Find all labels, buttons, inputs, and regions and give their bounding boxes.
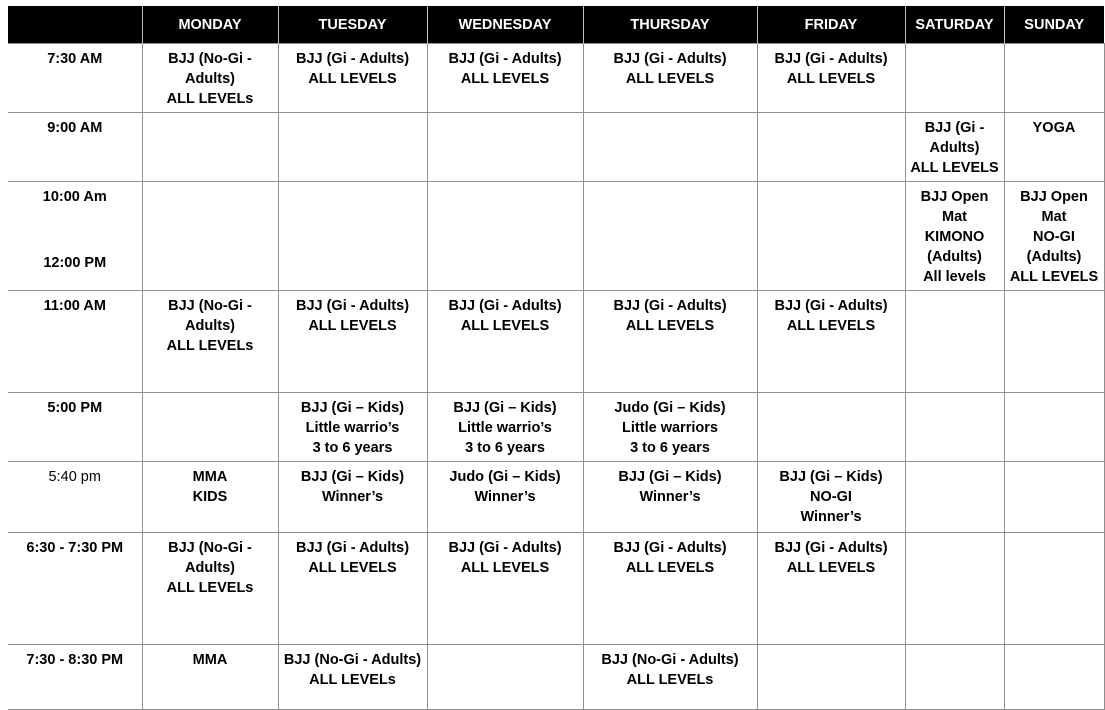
class-cell-sunday <box>1004 44 1104 113</box>
class-cell-monday: MMA KIDS <box>142 462 278 533</box>
class-cell-thursday: BJJ (Gi - Adults) ALL LEVELS <box>583 291 757 393</box>
class-cell-tuesday: BJJ (Gi - Adults) ALL LEVELS <box>278 291 427 393</box>
class-cell-tuesday: BJJ (Gi - Adults) ALL LEVELS <box>278 533 427 645</box>
class-cell-sunday: YOGA <box>1004 113 1104 182</box>
class-cell-monday <box>142 113 278 182</box>
class-cell-monday: BJJ (No-Gi - Adults) ALL LEVELs <box>142 44 278 113</box>
class-cell-saturday <box>905 533 1004 645</box>
class-cell-sunday <box>1004 533 1104 645</box>
class-cell-tuesday: BJJ (Gi - Adults) ALL LEVELS <box>278 44 427 113</box>
class-cell-friday <box>757 182 905 291</box>
class-cell-sunday <box>1004 291 1104 393</box>
class-cell-tuesday <box>278 182 427 291</box>
class-cell-tuesday: BJJ (Gi – Kids) Little warrio’s 3 to 6 years <box>278 393 427 462</box>
class-cell-wednesday: Judo (Gi – Kids) Winner’s <box>427 462 583 533</box>
class-cell-wednesday: BJJ (Gi – Kids) Little warrio’s 3 to 6 years <box>427 393 583 462</box>
table-row <box>8 645 1104 710</box>
class-cell-wednesday: BJJ (Gi - Adults) ALL LEVELS <box>427 44 583 113</box>
class-cell-thursday: Judo (Gi – Kids) Little warriors 3 to 6 years <box>583 393 757 462</box>
class-cell-sunday <box>1004 393 1104 462</box>
class-cell-friday: BJJ (Gi - Adults) ALL LEVELS <box>757 533 905 645</box>
class-cell-monday <box>142 393 278 462</box>
class-cell-sunday <box>1004 462 1104 533</box>
header-saturday: SATURDAY <box>905 6 1004 44</box>
class-cell-friday: BJJ (Gi - Adults) ALL LEVELS <box>757 291 905 393</box>
class-cell-wednesday <box>427 645 583 710</box>
class-cell-monday <box>142 182 278 291</box>
class-cell-saturday: BJJ Open Mat KIMONO (Adults) All levels <box>905 182 1004 291</box>
class-cell-monday: BJJ (No-Gi - Adults) ALL LEVELs <box>142 533 278 645</box>
class-cell-saturday <box>905 44 1004 113</box>
class-cell-tuesday: BJJ (Gi – Kids) Winner’s <box>278 462 427 533</box>
table-row <box>8 462 1104 533</box>
class-cell-saturday <box>905 645 1004 710</box>
class-cell-friday: BJJ (Gi – Kids) NO-GI Winner’s <box>757 462 905 533</box>
class-cell-tuesday <box>278 113 427 182</box>
time-cell: 11:00 AM <box>8 291 142 393</box>
table-row <box>8 113 1104 182</box>
class-cell-friday <box>757 393 905 462</box>
table-row <box>8 291 1104 393</box>
header-thursday: THURSDAY <box>583 6 757 44</box>
class-cell-thursday <box>583 113 757 182</box>
class-cell-sunday: BJJ Open Mat NO-GI (Adults) ALL LEVELS <box>1004 182 1104 291</box>
class-cell-wednesday <box>427 182 583 291</box>
class-cell-tuesday: BJJ (No-Gi - Adults) ALL LEVELs <box>278 645 427 710</box>
time-cell: 7:30 AM <box>8 44 142 113</box>
class-cell-friday <box>757 645 905 710</box>
class-cell-sunday <box>1004 645 1104 710</box>
class-cell-thursday: BJJ (Gi – Kids) Winner’s <box>583 462 757 533</box>
header-corner <box>8 6 142 44</box>
header-sunday: SUNDAY <box>1004 6 1104 44</box>
class-cell-wednesday: BJJ (Gi - Adults) ALL LEVELS <box>427 533 583 645</box>
class-cell-thursday: BJJ (No-Gi - Adults) ALL LEVELs <box>583 645 757 710</box>
header-friday: FRIDAY <box>757 6 905 44</box>
class-cell-saturday: BJJ (Gi - Adults) ALL LEVELS <box>905 113 1004 182</box>
time-cell <box>8 182 142 291</box>
time-cell: 5:00 PM <box>8 393 142 462</box>
class-cell-saturday <box>905 291 1004 393</box>
table-row <box>8 44 1104 113</box>
table-row <box>8 533 1104 645</box>
class-cell-friday: BJJ (Gi - Adults) ALL LEVELS <box>757 44 905 113</box>
class-cell-saturday <box>905 393 1004 462</box>
time-cell: 7:30 - 8:30 PM <box>8 645 142 710</box>
table-row <box>8 393 1104 462</box>
time-end: 12:00 PM <box>43 255 107 271</box>
time-cell: 6:30 - 7:30 PM <box>8 533 142 645</box>
header-wednesday: WEDNESDAY <box>427 6 583 44</box>
class-cell-wednesday <box>427 113 583 182</box>
class-cell-monday: MMA <box>142 645 278 710</box>
time-cell: 9:00 AM <box>8 113 142 182</box>
class-cell-wednesday: BJJ (Gi - Adults) ALL LEVELS <box>427 291 583 393</box>
time-cell: 5:40 pm <box>8 462 142 533</box>
class-cell-saturday <box>905 462 1004 533</box>
class-schedule-table <box>8 6 1105 710</box>
header-tuesday: TUESDAY <box>278 6 427 44</box>
class-cell-thursday <box>583 182 757 291</box>
header-monday: MONDAY <box>142 6 278 44</box>
header-row <box>8 6 1104 44</box>
class-cell-thursday: BJJ (Gi - Adults) ALL LEVELS <box>583 533 757 645</box>
class-cell-thursday: BJJ (Gi - Adults) ALL LEVELS <box>583 44 757 113</box>
class-cell-monday: BJJ (No-Gi - Adults) ALL LEVELs <box>142 291 278 393</box>
time-start: 10:00 Am <box>42 189 107 205</box>
table-row <box>8 182 1104 291</box>
class-cell-friday <box>757 113 905 182</box>
